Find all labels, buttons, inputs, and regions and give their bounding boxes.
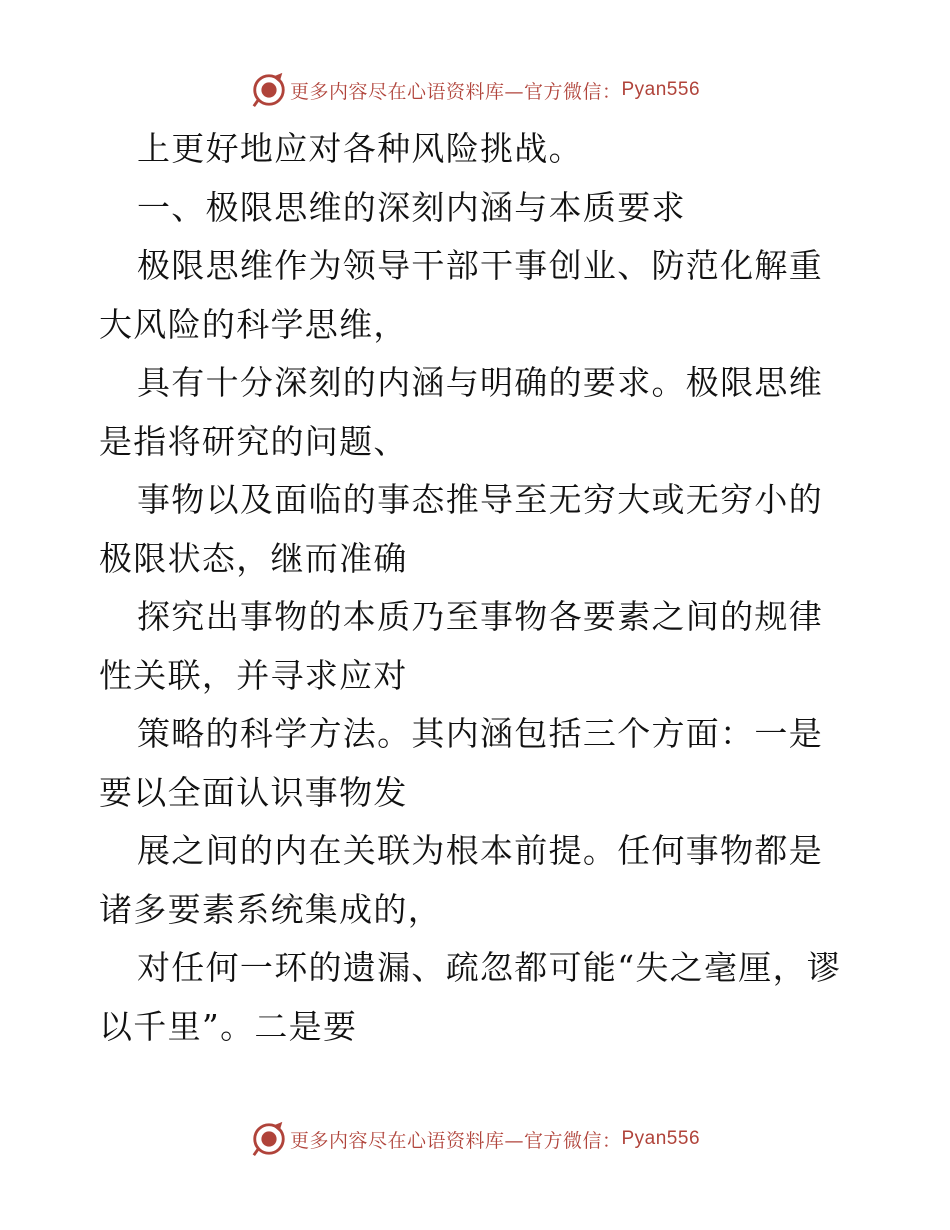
red-seal-logo-icon	[250, 1120, 288, 1158]
footer-wechat-id: Pyan556	[621, 1128, 701, 1149]
section-heading: 一、极限思维的深刻内涵与本质要求	[137, 187, 686, 227]
paragraph: 上更好地应对各种风险挑战。	[137, 129, 583, 168]
paragraph: 策略的科学方法。其内涵包括三个方面：一是要以全面认识事物发	[99, 714, 823, 812]
paragraph: 极限思维作为领导干部干事创业、防范化解重大风险的科学思维，	[99, 246, 823, 344]
header-banner-text: 更多内容尽在心语资料库—官方微信：	[289, 80, 622, 103]
footer-banner	[0, 1119, 950, 1159]
red-seal-logo-icon	[250, 71, 288, 109]
document-body	[99, 120, 851, 1056]
paragraph: 事物以及面临的事态推导至无穷大或无穷小的极限状态，继而准确	[99, 480, 823, 578]
paragraph: 具有十分深刻的内涵与明确的要求。极限思维是指将研究的问题、	[99, 363, 823, 461]
paragraph: 探究出事物的本质乃至事物各要素之间的规律性关联，并寻求应对	[99, 597, 823, 695]
paragraph: 对任何一环的遗漏、疏忽都可能“失之毫厘，谬以千里”。二是要	[99, 948, 842, 1046]
footer-banner-text: 更多内容尽在心语资料库—官方微信：	[289, 1129, 622, 1152]
header-wechat-id: Pyan556	[621, 79, 701, 100]
header-banner	[0, 70, 950, 110]
paragraph: 展之间的内在关联为根本前提。任何事物都是诸多要素系统集成的，	[99, 831, 823, 929]
